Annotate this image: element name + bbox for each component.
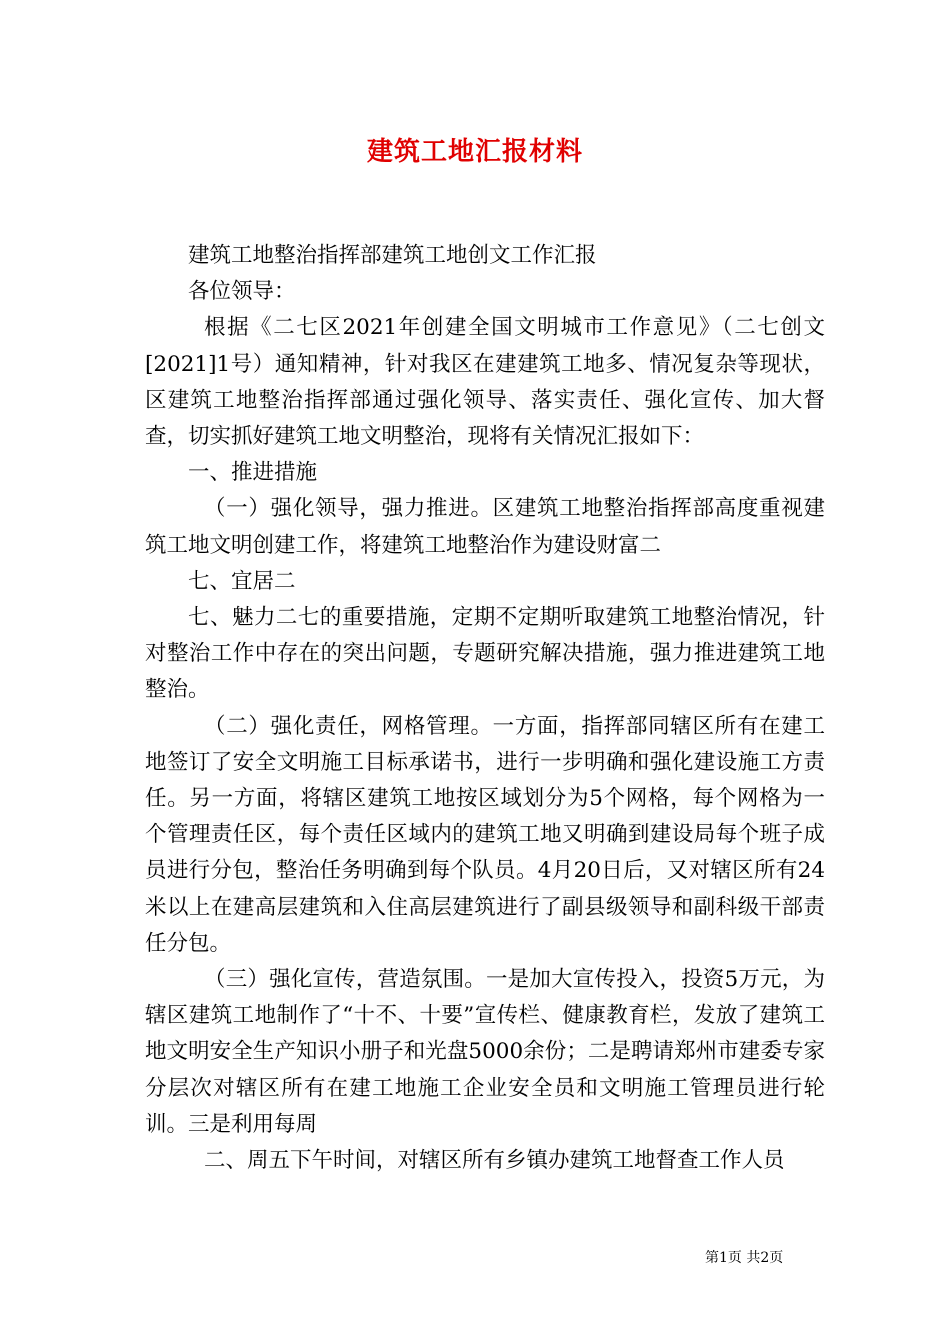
paragraph-item-2: （二）强化责任，网格管理。一方面，指挥部同辖区所有在建工地签订了安全文明施工目标承诺书，进行一步明确和强化建设施工方责任。另一方面，将辖区建筑工地按区域划分为5个网格，每个网格为一个管理责任区，每个责任区域内的建筑工地又明确到建设局每个班子成员进行分包，整治任务明确到每个队员。4月20日后，又对辖区所有24米以上在建高层建筑和入住高层建筑进行了副县级领导和副科级干部责任分包。	[145, 713, 825, 956]
section-heading: 一、推进措施	[188, 460, 318, 486]
paragraph-item-1-cont: 七、魅力二七的重要措施，定期不定期听取建筑工地整治情况，针对整治工作中存在的突出问题，专题研究解决措施，强力推进建筑工地整治。	[145, 605, 825, 703]
document-body	[145, 238, 825, 1179]
paragraph-intro: 根据《二七区2021年创建全国文明城市工作意见》（二七创文[2021]1号）通知精神，针对我区在建建筑工地多、情况复杂等现状，区建筑工地整治指挥部通过强化领导、落实责任、强化宣传、加大督查，切实抓好建筑工地文明整治，现将有关情况汇报如下：	[145, 315, 825, 450]
paragraph-fragment: 七、宜居二	[188, 568, 296, 594]
report-heading: 建筑工地整治指挥部建筑工地创文工作汇报	[188, 243, 597, 268]
salutation: 各位领导：	[188, 279, 296, 305]
page-number: 第1页 共2页	[705, 1250, 784, 1266]
paragraph-item-3: （三）强化宣传，营造氛围。一是加大宣传投入，投资5万元，为辖区建筑工地制作了“十不、十要”宣传栏、健康教育栏，发放了建筑工地文明安全生产知识小册子和光盘5000余份；二是聘请郑州市建委专家分层次对辖区所有在建工地施工企业安全员和文明施工管理员进行轮训。三是利用每周	[145, 967, 825, 1137]
paragraph-item-3-cont: 二、周五下午时间，对辖区所有乡镇办建筑工地督查工作人员	[204, 1148, 785, 1174]
document-title: 建筑工地汇报材料	[366, 137, 583, 167]
paragraph-item-1: （一）强化领导，强力推进。区建筑工地整治指挥部高度重视建筑工地文明创建工作，将建筑工地整治作为建设财富二	[145, 496, 825, 558]
